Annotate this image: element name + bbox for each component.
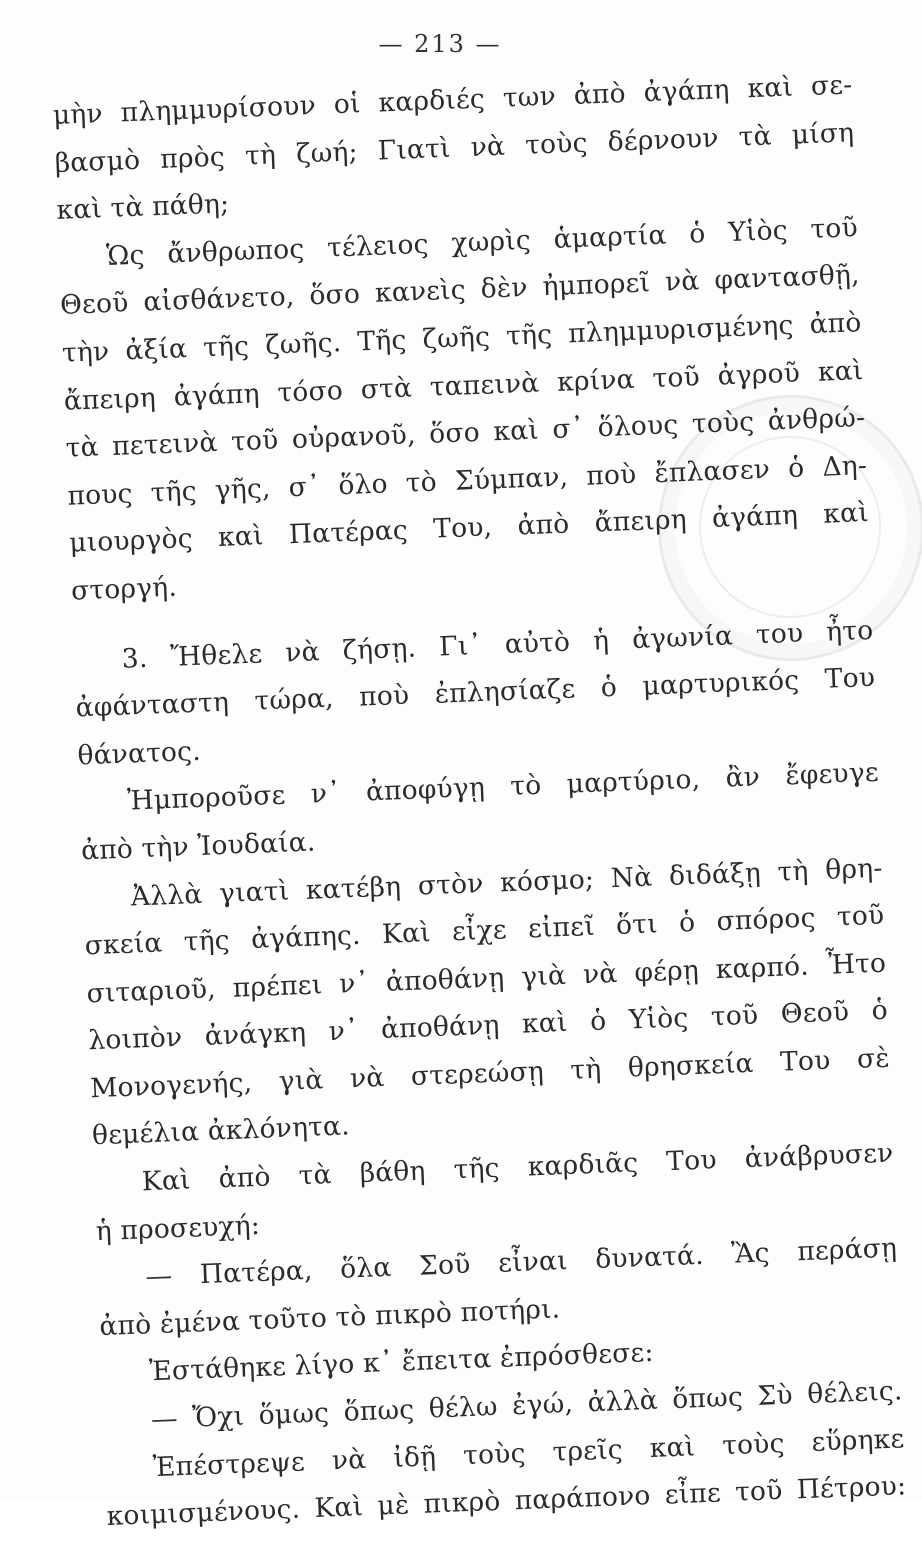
text-line: καὶ τὰ πάθη;: [55, 188, 230, 227]
text-line: σκεία τῆς ἀγάπης. Καὶ εἶχε εἰπεῖ ὅτι ὁ σπόρος τοῦ: [84, 899, 885, 962]
body-text: [52, 61, 907, 1540]
text-line: Ἐπέστρεψε νὰ ἰδῇ τοὺς τρεῖς καὶ τοὺς εὕρηκε: [152, 1422, 905, 1483]
text-line: — Ὄχι ὅμως ὅπως θέλω ἐγώ, ἀλλὰ ὅπως Σὺ θέλεις.: [150, 1375, 904, 1436]
page-number: — 213 —: [378, 30, 502, 58]
text-line: — Πατέρα, ὅλα Σοῦ εἶναι δυνατά. Ἂς περάσῃ: [144, 1232, 898, 1293]
text-line: Ἀλλὰ γιατὶ κατέβη στὸν κόσμο; Νὰ διδάξῃ τὴ θρη-: [130, 852, 883, 913]
text-line: πους τῆς γῆς, σ᾽ ὅλο τὸ Σύμπαν, ποὺ ἔπλασεν ὁ Δη-: [66, 449, 868, 512]
text-line: στοργή.: [70, 571, 178, 607]
text-line: 3. Ἤθελε νὰ ζήσῃ. Γι᾽ αὐτὸ ἡ ἀγωνία του ἦτο: [121, 614, 874, 675]
text-line: Ἠμποροῦσε ν᾽ ἀποφύγῃ τὸ μαρτύριο, ἂν ἔφευγε: [126, 757, 880, 817]
text-line: Ὡς ἄνθρωπος τέλειος χωρὶς ἁμαρτία ὁ Υἱὸς τοῦ: [105, 211, 859, 272]
text-line: ἀφάνταστη τώρα, ποὺ ἐπλησίαζε ὁ μαρτυρικός Του: [75, 661, 876, 724]
text-line: σιταριοῦ, πρέπει ν᾽ ἀποθάνῃ γιὰ νὰ φέρῃ καρπό. Ἦτο: [86, 947, 887, 1010]
text-line: τὴν ἀξία τῆς ζωῆς. Τῆς ζωῆς τῆς πλημμυρισμένης ἀπὸ: [61, 307, 863, 369]
text-line: Θεοῦ αἰσθάνετο, ὅσο κανεὶς δὲν ἠμπορεῖ νὰ φαντασθῇ,: [59, 259, 861, 322]
text-line: θεμέλια ἀκλόνητα.: [91, 1110, 351, 1152]
text-line: ἀπὸ ἐμένα τοῦτο τὸ πικρὸ ποτήρι.: [98, 1293, 561, 1342]
text-line: τὰ πετεινὰ τοῦ οὐρανοῦ, ὅσο καὶ σ᾽ ὅλους τοὺς ἀνθρώ-: [65, 402, 866, 464]
text-line: μὴν πλημμυρίσουν οἱ καρδιές των ἀπὸ ἀγάπη καὶ σε-: [52, 69, 853, 131]
text-line: ἀπὸ τὴν Ἰουδαία.: [80, 826, 316, 867]
text-line: μιουργὸς καὶ Πατέρας Του, ἀπὸ ἄπειρη ἀγάπη καὶ: [68, 497, 870, 559]
text-line: λοιπὸν ἀνάγκη ν᾽ ἀποθάνῃ καὶ ὁ Υἱὸς τοῦ Θεοῦ ὁ: [87, 994, 889, 1057]
text-line: θάνατος.: [76, 735, 202, 772]
text-line: Μονογενής, γιὰ νὰ στερεώσῃ τὴ θρησκεία Του σὲ: [89, 1042, 891, 1105]
text-line: Καὶ ἀπὸ τὰ βάθη τῆς καρδιᾶς Του ἀνάβρυσεν: [141, 1137, 894, 1198]
text-line: ἄπειρη ἀγάπη τόσο στὰ ταπεινὰ κρίνα τοῦ ἀγροῦ καὶ: [63, 354, 864, 417]
text-line: ἡ προσευχή:: [95, 1209, 261, 1247]
text-line: Ἐστάθηκε λίγο κ᾽ ἔπειτα ἐπρόσθεσε:: [148, 1337, 655, 1388]
text-line: κοιμισμένους. Καὶ μὲ πικρὸ παράπονο εἶπε τοῦ Πέτρου:: [106, 1470, 907, 1533]
text-line: βασμὸ πρὸς τὴ ζωή; Γιατὶ νὰ τοὺς δέρνουν τὰ μίση: [54, 116, 855, 179]
